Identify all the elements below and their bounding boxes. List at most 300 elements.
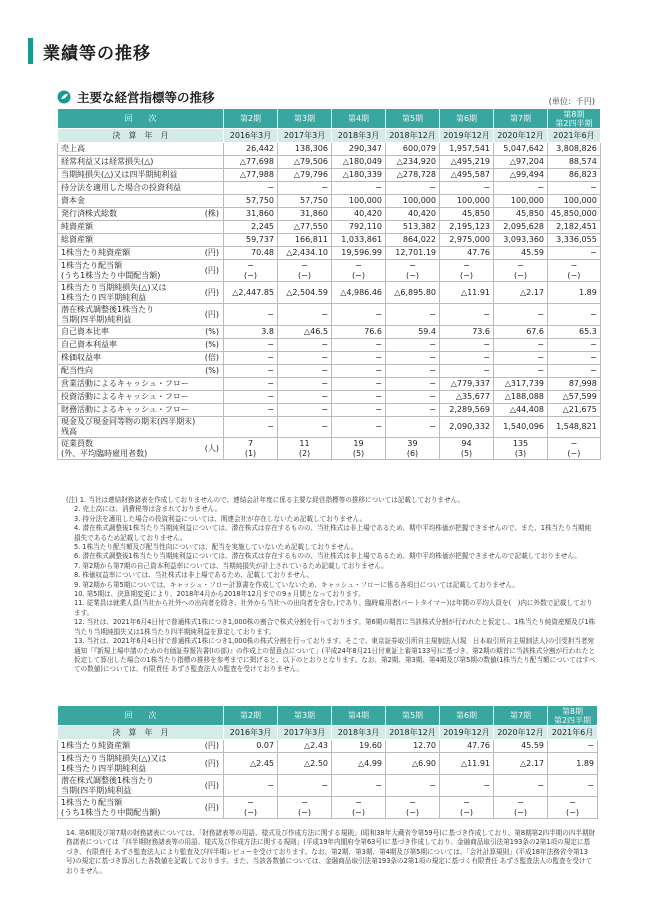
date-header: 2018年3月 <box>332 726 386 740</box>
table-cell: △180,339 <box>332 169 386 182</box>
period-header: 第5期 <box>386 109 440 129</box>
table-cell: − <box>224 417 278 438</box>
note-item: 8. 株価収益率については、当社株式は非上場であるため、記載しておりません。 <box>74 571 314 580</box>
unit-label: (単位：千円) <box>548 97 595 106</box>
table-cell: △495,587 <box>440 169 494 182</box>
note-item: 10. 第5期は、決算期変更により、2018年4月から2018年12月までの9ヵ月間となっております。 <box>74 590 365 599</box>
table-row <box>58 195 601 208</box>
header-row-periods <box>58 706 598 726</box>
table-cell: 2,090,332 <box>440 417 494 438</box>
table-cell: − <box>440 304 494 326</box>
table-cell: △2.43 <box>278 740 332 753</box>
table-cell: − <box>278 775 332 797</box>
section-title: 主要な経営指標等の推移 <box>77 90 215 105</box>
table-cell: 3.8 <box>224 326 278 339</box>
table-cell: 12,701.19 <box>386 247 440 260</box>
row-label: 1株当たり純資産額 <box>58 740 200 753</box>
row-unit <box>200 156 224 169</box>
table-cell: 100,000 <box>332 195 386 208</box>
row-unit: (倍) <box>200 352 224 365</box>
table-row <box>58 797 598 819</box>
table-row <box>58 143 601 156</box>
table-cell: 2,289,569 <box>440 404 494 417</box>
row-label: 潜在株式調整後1株当たり 当期(四半期)純利益 <box>58 775 200 797</box>
note-item: 4. 潜在株式調整後1株当たり当期純利益については、潜在株式は存在するものの、当社株式は非上場であるため、期中平均株価が把握できませんので、また、1株当たり当期純損失であるため記載しておりません。 <box>74 524 592 542</box>
row-label: 自己資本利益率 <box>58 339 200 352</box>
row-unit: (円) <box>200 260 224 282</box>
title-accent-bar <box>28 38 33 64</box>
table-cell: − (−) <box>386 797 440 819</box>
row-unit: (円) <box>200 247 224 260</box>
date-header: 2021年6月 <box>548 129 601 143</box>
date-header: 2018年12月 <box>386 726 440 740</box>
table-cell: − <box>332 352 386 365</box>
row-unit <box>200 169 224 182</box>
row-unit <box>200 378 224 391</box>
table-cell: 86,823 <box>548 169 601 182</box>
date-header: 2020年12月 <box>494 726 548 740</box>
table-cell: − <box>332 775 386 797</box>
table-cell: − <box>494 352 548 365</box>
table-cell: 45.59 <box>494 740 548 753</box>
table-cell: 19,596.99 <box>332 247 386 260</box>
table-cell: − <box>224 404 278 417</box>
table-row <box>58 326 601 339</box>
table-cell: △99,494 <box>494 169 548 182</box>
table-cell: − (−) <box>494 260 548 282</box>
header-row-periods <box>58 109 601 129</box>
period-header: 第8期 第2四半期 <box>548 706 598 726</box>
table-row <box>58 169 601 182</box>
table-cell: 2,195,123 <box>440 221 494 234</box>
row-label: 株価収益率 <box>58 352 200 365</box>
table-cell: 135 (3) <box>494 438 548 460</box>
period-header: 第2期 <box>224 109 278 129</box>
row-unit: (円) <box>200 775 224 797</box>
table-cell: − <box>386 365 440 378</box>
indicators-table <box>57 108 601 460</box>
table-cell: △11.91 <box>440 753 494 775</box>
row-label: 1株当たり純資産額 <box>58 247 200 260</box>
table-cell: 57,750 <box>224 195 278 208</box>
period-header: 第2期 <box>224 706 278 726</box>
table-cell: 2,182,451 <box>548 221 601 234</box>
table-cell: − <box>440 352 494 365</box>
table-cell: − <box>386 182 440 195</box>
header-date-label-cell: 決 算 年 月 <box>58 129 224 143</box>
row-label: 現金及び現金同等物の期末(四半期末)残高 <box>58 417 200 438</box>
table-cell: − (−) <box>548 797 598 819</box>
date-header: 2021年6月 <box>548 726 598 740</box>
table-cell: − <box>548 339 601 352</box>
row-label: 総資産額 <box>58 234 200 247</box>
note-item: 13. 当社は、2021年6月4日付で普通株式1株につき1,000株の株式分割を行っております。そこで、東京証券取引所自主規制法人(現 日本取引所自主規制法人)の引受担当者宛通知「『新規上場申請のための有価証券報告書(Ⅰの部)』の作成上の留意点について」(平成24年8月21日付東証上審第133号)に基づき、第2期の期首に当該株式分割が行われたと仮定して算出した場合の1株当たり指標の推移を参考までに掲げると、以下のとおりとなります。なお、第2期、第3期、第4期及び第5期の数値(1株当たり配当額についてはすべての数値)については、有限責任 あずさ監査法人の監査を受けておりません。 <box>74 637 596 674</box>
row-label: 1株当たり当期純損失(△)又は 1株当たり四半期純利益 <box>58 753 200 775</box>
row-unit: (%) <box>200 365 224 378</box>
date-header: 2019年12月 <box>440 726 494 740</box>
date-header: 2016年3月 <box>224 726 278 740</box>
table-cell: △11.91 <box>440 282 494 304</box>
table-cell: − (−) <box>224 797 278 819</box>
table-cell: − <box>278 391 332 404</box>
table-cell: △2.17 <box>494 753 548 775</box>
table-cell: 76.6 <box>332 326 386 339</box>
table-cell: △317,739 <box>494 378 548 391</box>
period-header: 第7期 <box>494 706 548 726</box>
table-row <box>58 352 601 365</box>
period-header: 第6期 <box>440 109 494 129</box>
table-cell: 792,110 <box>332 221 386 234</box>
table-cell: − <box>548 740 598 753</box>
note-item: 9. 第2期から第5期については、キャッシュ・フロー計算書を作成していないため、キャッシュ・フローに係る各項目については記載しておりません。 <box>74 580 519 589</box>
date-header: 2018年12月 <box>386 129 440 143</box>
row-unit: (円) <box>200 740 224 753</box>
table-cell: △2.17 <box>494 282 548 304</box>
table-cell: 47.76 <box>440 740 494 753</box>
table-cell: − <box>440 365 494 378</box>
note-item: 2. 売上高には、消費税等は含まれておりません。 <box>74 505 222 514</box>
table-cell: 45,850 <box>440 208 494 221</box>
table-cell: 1,540,096 <box>494 417 548 438</box>
table-cell: △77,550 <box>278 221 332 234</box>
table-row <box>58 304 601 326</box>
table-cell: − <box>332 339 386 352</box>
table-cell: 67.6 <box>494 326 548 339</box>
period-header: 第5期 <box>386 706 440 726</box>
table-cell: △4,986.46 <box>332 282 386 304</box>
table-cell: 70.48 <box>224 247 278 260</box>
table-cell: △2.45 <box>224 753 278 775</box>
table-cell: 88,574 <box>548 156 601 169</box>
table-cell: − <box>278 352 332 365</box>
row-label: 自己資本比率 <box>58 326 200 339</box>
table-cell: − (−) <box>548 260 601 282</box>
header-row-dates <box>58 726 598 740</box>
row-label: 経常利益又は経常損失(△) <box>58 156 200 169</box>
table-cell: 59,737 <box>224 234 278 247</box>
table-row <box>58 221 601 234</box>
note-item: 14. 第6期及び第7期の財務諸表については、「財務諸表等の用語、様式及び作成方法に関する規則」(昭和38年大蔵省令第59号)に基づき作成しており、第8期第2四半期の四半期財務諸表については「四半期財務諸表等の用語、様式及び作成方法に関する規則」(平成19年内閣府令第63号)に基づき作成しており、金融商品取引法第193条の2第1項の規定に基づき、有限責任 あずさ監査法人により監査及び四半期レビューを受けております。なお、第2期、第3期、第4期及び第5期については、「会社計算規則」(平成18年法務省令第13号)の規定に基づき算出した各数値を記載しております。また、当該各数値については、金融商品取引法第193条の2第1項の規定に基づく有限責任 あずさ監査法人の監査を受けておりません。 <box>66 829 596 875</box>
date-header: 2016年3月 <box>224 129 278 143</box>
section-header <box>57 88 215 106</box>
per-share-table <box>57 705 598 819</box>
date-header: 2020年12月 <box>494 129 548 143</box>
date-header: 2017年3月 <box>278 726 332 740</box>
table-cell: 513,382 <box>386 221 440 234</box>
table-cell: − (−) <box>440 260 494 282</box>
table-cell: 94 (5) <box>440 438 494 460</box>
table-cell: − <box>332 391 386 404</box>
table-cell: △278,728 <box>386 169 440 182</box>
row-unit: (%) <box>200 326 224 339</box>
leaf-bullet-icon <box>57 90 71 104</box>
table-cell: 26,442 <box>224 143 278 156</box>
table-cell: − <box>386 352 440 365</box>
table-cell: − (−) <box>278 797 332 819</box>
table-cell: 65.3 <box>548 326 601 339</box>
notes-block-2 <box>66 829 596 876</box>
table-cell: 57,750 <box>278 195 332 208</box>
row-label: 投資活動によるキャッシュ・フロー <box>58 391 200 404</box>
table-cell: 31,860 <box>278 208 332 221</box>
table-cell: 2,975,000 <box>440 234 494 247</box>
period-header: 第4期 <box>332 109 386 129</box>
table-cell: 47.76 <box>440 247 494 260</box>
table-cell: − <box>224 182 278 195</box>
table-cell: 5,047,642 <box>494 143 548 156</box>
row-unit: (%) <box>200 339 224 352</box>
table-cell: △77,698 <box>224 156 278 169</box>
table-cell: − <box>386 404 440 417</box>
row-unit: (円) <box>200 304 224 326</box>
row-label: 従業員数 (外、平均臨時雇用者数) <box>58 438 200 460</box>
row-unit: (株) <box>200 208 224 221</box>
table-cell: △4.99 <box>332 753 386 775</box>
table-cell: 864,022 <box>386 234 440 247</box>
table-cell: − <box>440 339 494 352</box>
period-header: 第4期 <box>332 706 386 726</box>
table-row <box>58 753 598 775</box>
table-cell: △6.90 <box>386 753 440 775</box>
table-cell: 2,245 <box>224 221 278 234</box>
table-cell: 600,079 <box>386 143 440 156</box>
table-cell: △2,447.85 <box>224 282 278 304</box>
table-cell: − <box>494 775 548 797</box>
period-header: 第3期 <box>278 706 332 726</box>
row-unit <box>200 234 224 247</box>
table-cell: − <box>386 391 440 404</box>
table-row <box>58 260 601 282</box>
table-cell: − <box>386 378 440 391</box>
row-unit: (円) <box>200 282 224 304</box>
table-cell: − <box>440 182 494 195</box>
table-row <box>58 417 601 438</box>
table-cell: − <box>386 417 440 438</box>
period-header: 第7期 <box>494 109 548 129</box>
table-cell: 3,336,055 <box>548 234 601 247</box>
table-cell: − <box>440 775 494 797</box>
table-cell: 1.89 <box>548 753 598 775</box>
table-cell: − <box>224 304 278 326</box>
row-label: 売上高 <box>58 143 200 156</box>
table-cell: 45.59 <box>494 247 548 260</box>
table-cell: 87,998 <box>548 378 601 391</box>
table-cell: − <box>332 378 386 391</box>
table-row <box>58 156 601 169</box>
date-header: 2018年3月 <box>332 129 386 143</box>
header-label-cell: 回 次 <box>58 109 224 129</box>
table-cell: △46.5 <box>278 326 332 339</box>
table-cell: − <box>224 391 278 404</box>
table-cell: − <box>332 404 386 417</box>
table-cell: − <box>332 417 386 438</box>
table-cell: 45,850 <box>494 208 548 221</box>
note-item: (注) 1. 当社は連結財務諸表を作成しておりませんので、連結会計年度に係る主要な経営指標等の推移については記載しておりません。 <box>66 496 465 504</box>
row-unit: (人) <box>200 438 224 460</box>
note-item: 6. 潜在株式調整後1株当たり当期純利益については、潜在株式は存在するものの、当社株式は非上場であるため、期中平均株価が把握できませんので記載しておりません。 <box>74 552 581 561</box>
table-cell: 12.70 <box>386 740 440 753</box>
table-cell: 138,306 <box>278 143 332 156</box>
header-label-cell: 回 次 <box>58 706 224 726</box>
table-cell: 2,095,628 <box>494 221 548 234</box>
table-cell: − <box>278 365 332 378</box>
table-cell: − <box>332 304 386 326</box>
table-cell: − <box>278 417 332 438</box>
table-row <box>58 378 601 391</box>
row-label: 発行済株式総数 <box>58 208 200 221</box>
table-cell: △21,675 <box>548 404 601 417</box>
row-unit <box>200 417 224 438</box>
row-unit: (円) <box>200 753 224 775</box>
table-cell: 7 (1) <box>224 438 278 460</box>
table-cell: 11 (2) <box>278 438 332 460</box>
table-cell: − (−) <box>386 260 440 282</box>
table-cell: − <box>278 404 332 417</box>
row-label: 当期純損失(△)又は四半期純利益 <box>58 169 200 182</box>
table-cell: 1.89 <box>548 282 601 304</box>
table-cell: − <box>278 378 332 391</box>
table-cell: 19 (5) <box>332 438 386 460</box>
row-unit <box>200 391 224 404</box>
table-cell: 39 (6) <box>386 438 440 460</box>
table-cell: − (−) <box>332 260 386 282</box>
page-title-block <box>28 38 151 64</box>
row-unit <box>200 182 224 195</box>
table-row <box>58 365 601 378</box>
row-label: 1株当たり当期純損失(△)又は 1株当たり四半期純利益 <box>58 282 200 304</box>
period-header: 第3期 <box>278 109 332 129</box>
table-cell: △2,434.10 <box>278 247 332 260</box>
row-unit <box>200 404 224 417</box>
table-cell: − <box>494 339 548 352</box>
table-cell: − <box>494 365 548 378</box>
period-header: 第6期 <box>440 706 494 726</box>
table-cell: 0.07 <box>224 740 278 753</box>
table-cell: − <box>548 304 601 326</box>
table-cell: − (−) <box>332 797 386 819</box>
table-cell: △97,204 <box>494 156 548 169</box>
row-label: 財務活動によるキャッシュ・フロー <box>58 404 200 417</box>
row-unit <box>200 195 224 208</box>
table-cell: 1,033,861 <box>332 234 386 247</box>
table-row <box>58 775 598 797</box>
table-cell: − <box>224 352 278 365</box>
table-cell: − <box>332 365 386 378</box>
table-cell: △79,796 <box>278 169 332 182</box>
notes-block-1 <box>66 496 596 675</box>
table-cell: △44,408 <box>494 404 548 417</box>
table-cell: 40,420 <box>386 208 440 221</box>
table-cell: 73.6 <box>440 326 494 339</box>
row-label: 資本金 <box>58 195 200 208</box>
table-cell: △779,337 <box>440 378 494 391</box>
table-cell: △35,677 <box>440 391 494 404</box>
period-header: 第8期 第2四半期 <box>548 109 601 129</box>
table-cell: − <box>278 182 332 195</box>
row-label: 配当性向 <box>58 365 200 378</box>
table-row <box>58 282 601 304</box>
table-cell: − <box>548 775 598 797</box>
table-cell: − <box>224 339 278 352</box>
table-cell: − <box>494 304 548 326</box>
table-cell: △188,088 <box>494 391 548 404</box>
table-cell: △79,506 <box>278 156 332 169</box>
table-cell: − <box>224 378 278 391</box>
table-cell: △234,920 <box>386 156 440 169</box>
table-row <box>58 247 601 260</box>
table-cell: △2,504.59 <box>278 282 332 304</box>
table-cell: − <box>278 304 332 326</box>
table-cell: 45,850,000 <box>548 208 601 221</box>
table-cell: − <box>548 352 601 365</box>
row-label: 1株当たり配当額 (うち1株当たり中間配当額) <box>58 260 200 282</box>
table-cell: − (−) <box>494 797 548 819</box>
table-cell: △77,988 <box>224 169 278 182</box>
table-row <box>58 339 601 352</box>
table-cell: − <box>548 182 601 195</box>
table-cell: − <box>332 182 386 195</box>
table-cell: 290,347 <box>332 143 386 156</box>
row-unit <box>200 143 224 156</box>
note-item: 11. 従業員は就業人員(当社から社外への出向者を除き、社外から当社への出向者を含む。)であり、臨時雇用者(パートタイマー)は年間の平均人員を( )内に外数で記載しております。 <box>74 599 593 617</box>
row-label: 1株当たり配当額 (うち1株当たり中間配当額) <box>58 797 200 819</box>
table-cell: △57,599 <box>548 391 601 404</box>
table-cell: 100,000 <box>440 195 494 208</box>
date-header: 2019年12月 <box>440 129 494 143</box>
table-cell: 3,093,360 <box>494 234 548 247</box>
table-row <box>58 208 601 221</box>
table-cell: − <box>494 182 548 195</box>
table-cell: − <box>548 365 601 378</box>
header-row-dates <box>58 129 601 143</box>
table-cell: 100,000 <box>548 195 601 208</box>
note-item: 3. 持分法を適用した場合の投資利益については、関連会社が存在しないため記載しておりません。 <box>74 514 367 523</box>
table-cell: △2.50 <box>278 753 332 775</box>
table-row <box>58 438 601 460</box>
row-unit <box>200 221 224 234</box>
date-header: 2017年3月 <box>278 129 332 143</box>
table-cell: 59.4 <box>386 326 440 339</box>
table-cell: △6,895.80 <box>386 282 440 304</box>
page-title: 業績等の推移 <box>43 43 151 64</box>
row-label: 純資産額 <box>58 221 200 234</box>
table-cell: 3,808,826 <box>548 143 601 156</box>
table-cell: 19.60 <box>332 740 386 753</box>
row-label: 営業活動によるキャッシュ・フロー <box>58 378 200 391</box>
table-cell: △495,219 <box>440 156 494 169</box>
table-cell: 100,000 <box>386 195 440 208</box>
table-cell: 1,548,821 <box>548 417 601 438</box>
table-row <box>58 740 598 753</box>
table-row <box>58 182 601 195</box>
table-row <box>58 404 601 417</box>
note-item: 7. 第2期から第7期の自己資本利益率については、当期純損失が計上されているため記載しておりません。 <box>74 561 388 570</box>
table-cell: − (−) <box>548 438 601 460</box>
table-row <box>58 234 601 247</box>
table-cell: − <box>386 339 440 352</box>
note-item: 12. 当社は、2021年6月4日付で普通株式1株につき1,000株の割合で株式分割を行っております。第6期の期首に当該株式分割が行われたと仮定し、1株当たり純資産額及び1株当たり当期純損失又は1株当たり四半期純利益を算定しております。 <box>74 618 596 636</box>
table-cell: − (−) <box>440 797 494 819</box>
row-unit: (円) <box>200 797 224 819</box>
table-row <box>58 391 601 404</box>
row-label: 潜在株式調整後1株当たり 当期(四半期)純利益 <box>58 304 200 326</box>
table-cell: − <box>386 775 440 797</box>
table-cell: − <box>386 304 440 326</box>
header-date-label-cell: 決 算 年 月 <box>58 726 224 740</box>
table-cell: 1,957,541 <box>440 143 494 156</box>
table-cell: − (−) <box>278 260 332 282</box>
table-cell: − <box>278 339 332 352</box>
